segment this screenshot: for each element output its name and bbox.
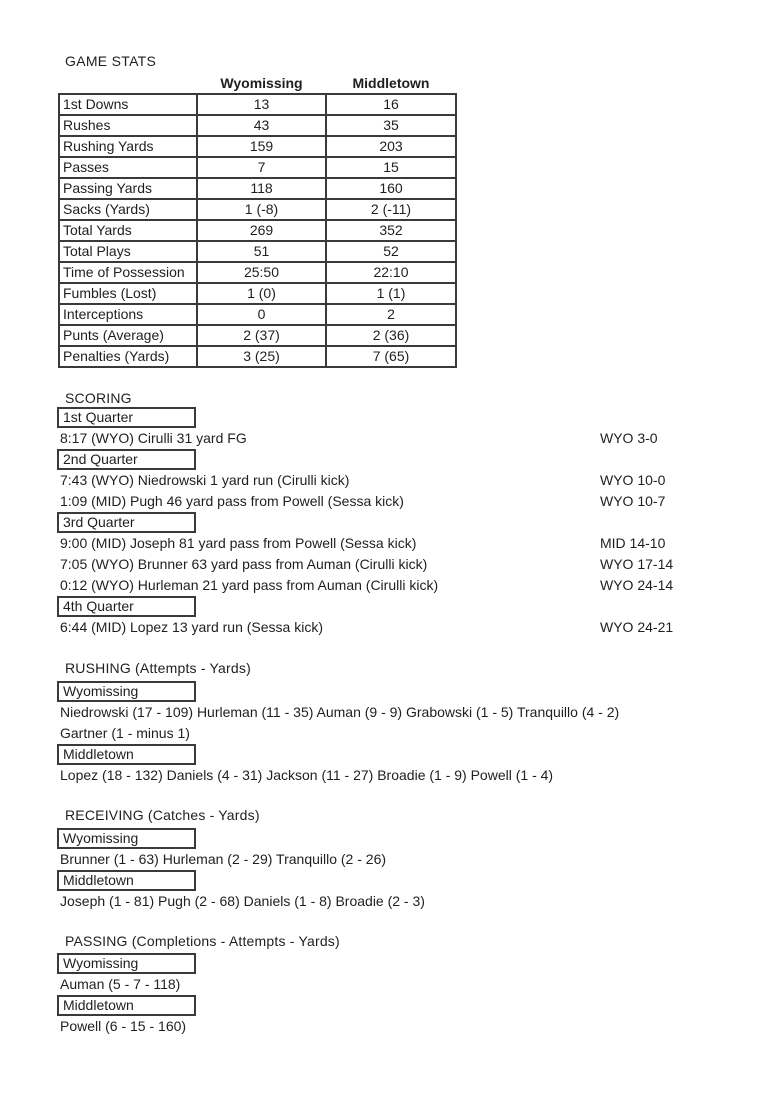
table-row [59,241,456,262]
play-description: 6:44 (MID) Lopez 13 yard run (Sessa kick) [60,619,323,635]
scoring-play [60,491,720,512]
stat-label: 1st Downs [59,94,197,115]
scoring-section-title: SCORING [65,390,132,406]
stat-value-middletown: 1 (1) [326,283,456,304]
stat-value-wyomissing: 269 [197,220,326,241]
table-row [59,304,456,325]
table-row [59,346,456,367]
stat-label: Fumbles (Lost) [59,283,197,304]
passing-team-label-wyomissing: Wyomissing [57,953,196,974]
play-description: 1:09 (MID) Pugh 46 yard pass from Powell (Sessa kick) [60,493,404,509]
stats-table-corner-blank [59,75,197,94]
stats-table-header-wyomissing: Wyomissing [220,75,303,91]
stat-value-wyomissing: 51 [197,241,326,262]
stat-label: Interceptions [59,304,197,325]
stat-label: Sacks (Yards) [59,199,197,220]
stat-value-wyomissing: 1 (-8) [197,199,326,220]
table-row [59,136,456,157]
stat-value-wyomissing: 2 (37) [197,325,326,346]
stat-value-wyomissing: 7 [197,157,326,178]
stat-value-wyomissing: 118 [197,178,326,199]
stats-table-header-middletown: Middletown [352,75,430,91]
receiving-stat-line: Joseph (1 - 81) Pugh (2 - 68) Daniels (1 - 8) Broadie (2 - 3) [60,893,425,909]
quarter-label-4th: 4th Quarter [57,596,196,617]
passing-stat-line: Auman (5 - 7 - 118) [60,976,181,992]
play-score: WYO 17-14 [600,556,674,572]
stat-value-wyomissing: 3 (25) [197,346,326,367]
receiving-team-label-middletown: Middletown [57,870,196,891]
play-score: MID 14-10 [600,535,666,551]
table-row [59,325,456,346]
stat-value-middletown: 2 [326,304,456,325]
rushing-stat-line: Lopez (18 - 132) Daniels (4 - 31) Jackson (11 - 27) Broadie (1 - 9) Powell (1 - 4) [60,767,554,783]
quarter-label-1st: 1st Quarter [57,407,196,428]
scoring-play [60,428,720,449]
page-title: GAME STATS [65,53,157,69]
stat-value-wyomissing: 13 [197,94,326,115]
stat-label: Rushes [59,115,197,136]
play-description: 7:05 (WYO) Brunner 63 yard pass from Auman (Cirulli kick) [60,556,428,572]
play-description: 7:43 (WYO) Niedrowski 1 yard run (Cirulli kick) [60,472,350,488]
scoring-play [60,554,720,575]
stat-value-wyomissing: 0 [197,304,326,325]
stats-table-header-row [59,75,456,94]
receiving-team-label-wyomissing: Wyomissing [57,828,196,849]
quarter-label-2nd: 2nd Quarter [57,449,196,470]
stat-label: Passing Yards [59,178,197,199]
scoring-play [60,533,720,554]
rushing-stat-line: Niedrowski (17 - 109) Hurleman (11 - 35) Auman (9 - 9) Grabowski (1 - 5) Tranquillo (4 - 2) [60,704,620,720]
stat-value-middletown: 352 [326,220,456,241]
table-row [59,115,456,136]
play-description: 0:12 (WYO) Hurleman 21 yard pass from Auman (Cirulli kick) [60,577,439,593]
stat-value-middletown: 203 [326,136,456,157]
stat-label: Passes [59,157,197,178]
passing-section-title: PASSING (Completions - Attempts - Yards) [65,933,340,949]
stat-value-middletown: 15 [326,157,456,178]
stat-value-wyomissing: 25:50 [197,262,326,283]
stat-label: Total Yards [59,220,197,241]
scoring-play [60,575,720,596]
stats-table [58,75,457,368]
stat-label: Rushing Yards [59,136,197,157]
table-row [59,283,456,304]
play-description: 8:17 (WYO) Cirulli 31 yard FG [60,430,247,446]
table-row [59,178,456,199]
stat-value-wyomissing: 1 (0) [197,283,326,304]
play-score: WYO 24-14 [600,577,674,593]
stat-value-middletown: 160 [326,178,456,199]
play-score: WYO 3-0 [600,430,658,446]
passing-team-label-middletown: Middletown [57,995,196,1016]
quarter-label-3rd: 3rd Quarter [57,512,196,533]
table-row [59,157,456,178]
stat-label: Time of Possession [59,262,197,283]
stat-label: Penalties (Yards) [59,346,197,367]
passing-stat-line: Powell (6 - 15 - 160) [60,1018,187,1034]
play-score: WYO 24-21 [600,619,674,635]
stat-value-wyomissing: 159 [197,136,326,157]
play-description: 9:00 (MID) Joseph 81 yard pass from Powell (Sessa kick) [60,535,417,551]
scoring-play [60,470,720,491]
rushing-team-label-middletown: Middletown [57,744,196,765]
stat-value-middletown: 7 (65) [326,346,456,367]
stat-value-middletown: 22:10 [326,262,456,283]
play-score: WYO 10-7 [600,493,666,509]
stat-value-middletown: 2 (36) [326,325,456,346]
play-score: WYO 10-0 [600,472,666,488]
stat-value-middletown: 16 [326,94,456,115]
rushing-team-label-wyomissing: Wyomissing [57,681,196,702]
table-row [59,262,456,283]
stat-value-middletown: 2 (-11) [326,199,456,220]
table-row [59,220,456,241]
stat-label: Total Plays [59,241,197,262]
table-row [59,94,456,115]
stat-value-middletown: 52 [326,241,456,262]
stat-label: Punts (Average) [59,325,197,346]
rushing-stat-line: Gartner (1 - minus 1) [60,725,190,741]
receiving-section-title: RECEIVING (Catches - Yards) [65,807,260,823]
table-row [59,199,456,220]
stat-value-middletown: 35 [326,115,456,136]
rushing-section-title: RUSHING (Attempts - Yards) [65,660,251,676]
scoring-play [60,617,720,638]
receiving-stat-line: Brunner (1 - 63) Hurleman (2 - 29) Tranquillo (2 - 26) [60,851,387,867]
stat-value-wyomissing: 43 [197,115,326,136]
